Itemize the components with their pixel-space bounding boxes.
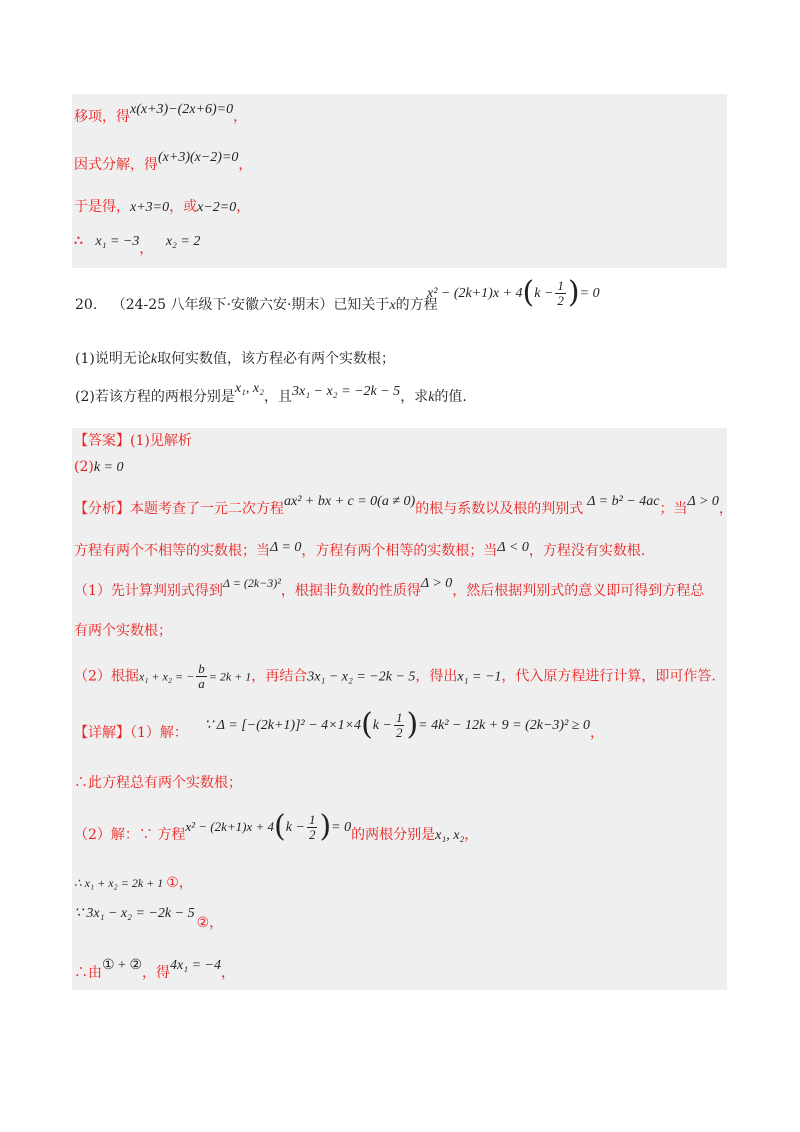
answer-box <box>72 428 733 990</box>
line-move-terms: 移项，得x(x+3)−(2x+6)=0， <box>74 102 248 125</box>
answer-label: 【答案】(1)见解析 <box>74 433 192 449</box>
solution-box-top <box>72 94 727 268</box>
analysis-line-1: 【分析】本题考查了一元二次方程ax² + bx + c = 0(a ≠ 0)的根与系数以及根的判别式 Δ = b² − 4ac；当Δ > 0， <box>74 494 733 517</box>
analysis-line-2: 方程有两个不相等的实数根；当Δ = 0，方程有两个相等的实数根；当Δ < 0，方程没有实数根. <box>74 540 646 559</box>
detail-line-6: ∴由① + ②，得4x₁ = −4， <box>74 958 235 981</box>
question-20-stem: 20. （24-25 八年级下·安徽六安·期末）已知关于x的方程 <box>75 297 438 313</box>
line-then: 于是得，x+3=0，或x−2=0， <box>74 199 251 215</box>
detail-line-1: 【详解】（1）解： ∵ Δ = [−(2k+1)]² − 4×1×4(k − $\frac{1}{2}$ )= 4k² − 12k + 9 = (2k−3)² ≥ 0， <box>74 707 604 742</box>
answer-part-2: (2)k = 0 <box>74 459 124 475</box>
question-20-part-2: (2)若该方程的两根分别是x₁, x₂，且3x₁ − x₂ = −2k − 5，求k的值. <box>75 381 467 405</box>
detail-line-5: ∵ 3x₁ − x₂ = −2k − 5②， <box>74 906 224 931</box>
detail-line-4: ∴ x₁ + x₂ = 2k + 1 ①， <box>74 875 193 891</box>
analysis-line-4: 有两个实数根； <box>74 623 172 639</box>
line-roots: ∴ x₁ = −3， x₂ = 2 <box>74 233 201 257</box>
detail-line-3: （2）解：∵ 方程x² − (2k+1)x + 4(k − $\frac{1}{2}$ )= 0的两根分别是x₁, x₂， <box>74 809 479 844</box>
line-factor: 因式分解，得(x+3)(x−2)=0， <box>74 150 253 173</box>
question-20-part-1: (1)说明无论k取何实数值，该方程必有两个实数根； <box>75 351 396 367</box>
analysis-line-5: （2）根据x₁ + x₂ = − $\frac{b}{a}$ = 2k + 1，再结合3x₁ − x₂ = −2k − 5，得出x₁ = −1，代入原方程进行计算，即可作答. <box>74 661 716 691</box>
analysis-line-3: （1）先计算判别式得到Δ = (2k−3)²，根据非负数的性质得Δ > 0，然后根据判别式的意义即可得到方程总 <box>74 576 705 599</box>
detail-line-2: ∴此方程总有两个实数根； <box>74 775 242 791</box>
question-20-equation: x² − (2k+1)x + 4(k − $\frac{1}{2}$ )= 0 <box>427 275 600 310</box>
